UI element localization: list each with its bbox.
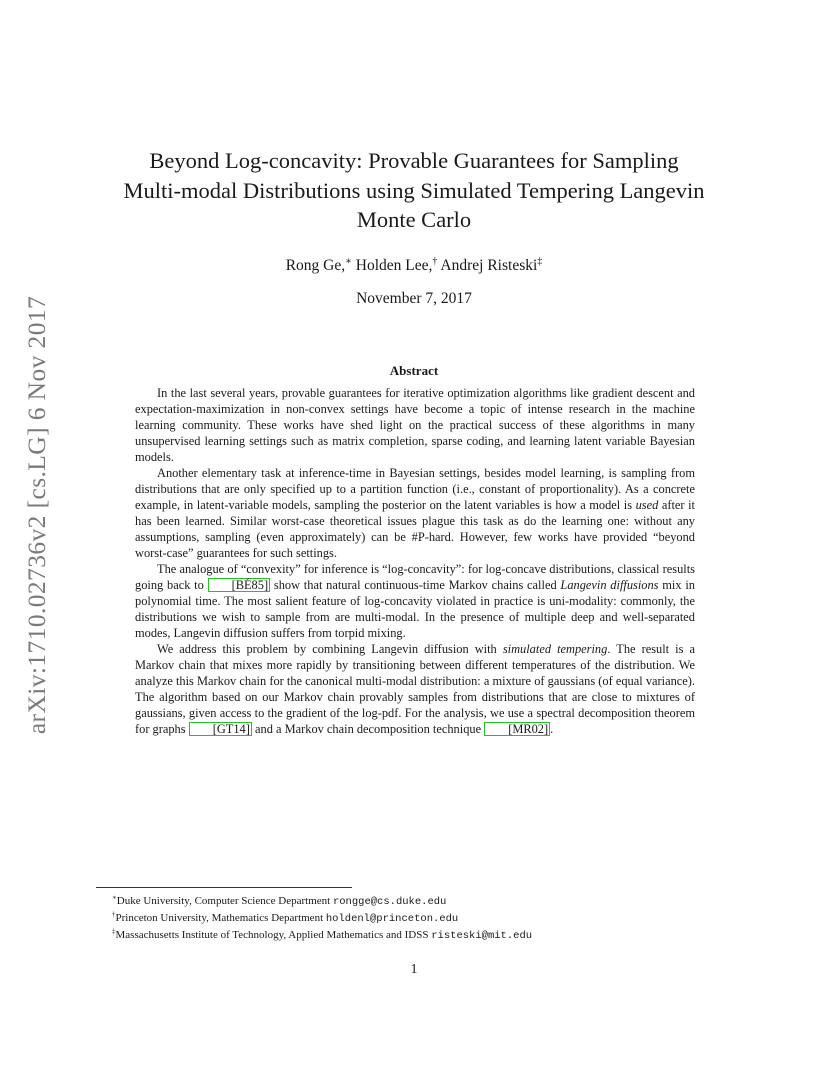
abstract-body	[135, 385, 695, 737]
footnote-mark: ‡	[112, 927, 116, 936]
footnote-mark[interactable]: ‡	[537, 255, 543, 267]
abstract-paragraph	[135, 641, 695, 737]
footnotes	[112, 893, 732, 944]
abstract-paragraph	[135, 561, 695, 641]
paper-date: November 7, 2017	[356, 290, 472, 307]
emphasis-text: simulated tempering	[502, 642, 608, 656]
footnote	[112, 893, 732, 910]
abstract-paragraph: In the last several years, provable guarantees for iterative optimization algorithms like gradient descent and expectation-maximization in non-convex settings have become a topic of intense research in the machine learning community. These works have shed light on the practical success of these algorithms in many unsupervised learning settings such as matrix completion, sparse coding, and learning latent variable Bayesian models.	[135, 386, 695, 464]
footnote-mark: ∗	[112, 893, 117, 902]
paragraph-text: . The result is a Markov chain that mixes more rapidly by transitioning between different temperatures of the distribution. We analyze this Markov chain for the canonical multi-modal distribution: a mixture of gaussians (of equal variance). The algorithm based on our Markov chain provably samples from distributions that are close to mixtures of gaussians, given access to the gradient of the log-pdf. For the analysis, we use a spectral decomposition theorem for graphs	[135, 642, 695, 736]
title-line-1: Beyond Log-concavity: Provable Guarantees for Sampling	[149, 148, 679, 173]
citation-key[interactable]: BÉ85	[235, 578, 264, 592]
arxiv-identifier-text: arXiv:1710.02736v2 [cs.LG] 6 Nov 2017	[22, 295, 51, 735]
emphasis-text: used	[635, 498, 659, 512]
footnote-email[interactable]: rongge@cs.duke.edu	[332, 896, 447, 908]
paragraph-text: Another elementary task at inference-time in Bayesian settings, besides model learning, is sampling from distributions that are only specified up to a partition function (i.e., constant of proportionality). As a concrete example, in latent-variable models, sampling the posterior on the latent variables is how a model is	[135, 466, 695, 512]
citation-link[interactable]: [MR02]	[484, 722, 550, 736]
abstract-heading: Abstract	[389, 363, 439, 378]
title-line-2: Multi-modal Distributions using Simulated Tempering Langevin	[123, 177, 705, 203]
paragraph-text: The analogue of “convexity” for inference is “log-concavity”: for log-concave distributions, classical results going back to	[135, 562, 695, 592]
paragraph-text: .	[550, 722, 554, 736]
footnote-affiliation: Duke University, Computer Science Department	[116, 895, 331, 907]
arxiv-identifier	[12, 280, 62, 750]
paragraph-text: after it has been learned. Similar worst-case theoretical issues plague this task as do the learning one: without any assumptions, sampling (even approximately) can be #P-hard. However, few works have provided “beyond worst-case” guarantees for such settings.	[135, 498, 695, 560]
citation-link[interactable]: [BÉ85]	[208, 578, 271, 592]
emphasis-text: Langevin diffusions	[560, 578, 659, 592]
citation-key[interactable]: GT14	[216, 722, 246, 736]
author-name: Andrej Risteski	[440, 257, 538, 274]
author-list	[96, 257, 732, 275]
footnote-mark[interactable]: ∗	[345, 255, 352, 267]
footnote	[112, 910, 732, 927]
footnote-divider	[96, 887, 352, 888]
footnote-mark[interactable]: †	[432, 255, 438, 267]
footnote	[112, 927, 732, 944]
paragraph-text: and a Markov chain decomposition technique	[255, 722, 482, 736]
footnote-mark: †	[112, 910, 116, 919]
paragraph-text: We address this problem by combining Langevin diffusion with	[157, 642, 497, 656]
footnote-affiliation: Massachusetts Institute of Technology, Applied Mathematics and IDSS	[115, 929, 429, 941]
paper-title	[96, 146, 732, 235]
citation-key[interactable]: MR02	[512, 722, 545, 736]
footnote-email[interactable]: holdenl@princeton.edu	[325, 913, 459, 925]
title-line-3: Monte Carlo	[356, 207, 472, 232]
paragraph-text: mix in polynomial time. The most salient feature of log-concavity violated in practice is uni-modality: commonly, the distributions we wish to sample from are multi-modal. In the presence of multiple deep and well-separated modes, Langevin diffusion suffers from torpid mixing.	[135, 578, 695, 640]
footnote-affiliation: Princeton University, Mathematics Department	[115, 912, 324, 924]
author-name: Rong Ge,	[285, 257, 346, 274]
abstract-paragraph	[135, 465, 695, 561]
paragraph-text: show that natural continuous-time Markov chains called	[273, 578, 557, 592]
citation-link[interactable]: [GT14]	[189, 722, 252, 736]
author-name: Holden Lee,	[355, 257, 433, 274]
footnote-email[interactable]: risteski@mit.edu	[431, 930, 533, 942]
page-number: 1	[410, 962, 418, 977]
